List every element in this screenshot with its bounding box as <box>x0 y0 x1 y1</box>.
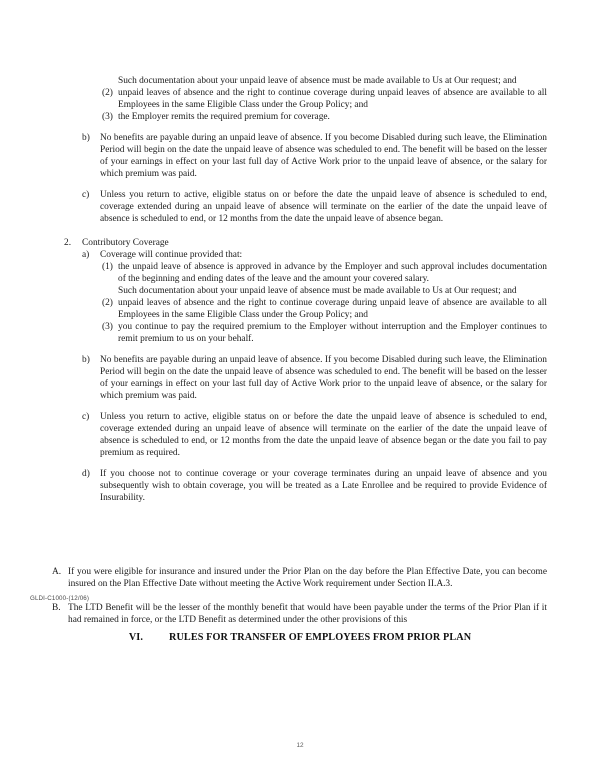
paragraph-text: Unless you return to active, eligible status on or before the date the unpaid leave of absence is scheduled to end, coverage extended during an unpaid leave of absence will terminate on the earlier of the date the unpaid leave of absence is scheduled to end, or 12 months from the date the unpaid leave of absence began or the date you fail to pay premium as required. <box>100 411 547 458</box>
paragraph-text: unpaid leaves of absence and the right to continue coverage during unpaid leave of absence are available to all Employees in the same Eligible Class under the Group Policy; and <box>118 298 547 321</box>
section-title: RULES FOR TRANSFER OF EMPLOYEES FROM PRIOR PLAN <box>169 632 472 643</box>
paragraph-text: unpaid leaves of absence and the right to continue coverage during unpaid leaves of absence are available to all Employees in the same Eligible Class under the Group Policy; and <box>118 87 547 110</box>
list-item-contributory-a-1-continuation <box>0 286 600 298</box>
paragraph-text: Such documentation about your unpaid leave of absence must be made available to Us at Our request; and <box>118 76 517 86</box>
list-item-contributory-b <box>0 355 600 403</box>
list-item-contributory-d <box>0 469 600 505</box>
list-marker: (3) <box>102 111 113 122</box>
list-marker: b) <box>82 132 90 143</box>
list-marker: c) <box>82 411 90 422</box>
section-number: VI. <box>128 632 144 643</box>
spacer <box>0 181 600 190</box>
list-marker: c) <box>82 189 90 200</box>
spacer <box>0 590 600 603</box>
list-marker: 2. <box>64 238 72 249</box>
spacer <box>0 124 600 133</box>
paragraph-text: The LTD Benefit will be the lesser of the monthly benefit that would have been payable under the terms of the Prior Plan if it had remained in force, or the LTD Benefit as determined under the other provisions of this <box>68 603 547 626</box>
paragraph-text: If you choose not to continue coverage or your coverage terminates during an unpaid leave of absence and you subsequently wish to obtain coverage, you will be treated as a Late Enrollee and be required to provide Evidence of Insurability. <box>100 468 547 503</box>
paragraph-carryover <box>0 76 600 88</box>
paragraph-text: Unless you return to active, eligible status on or before the date the unpaid leave of absence is scheduled to end, coverage extended during an unpaid leave of absence will terminate on the earlier of the date the unpaid leave of absence is scheduled to end, or 12 months from the date the unpaid leave of absence began. <box>100 189 547 224</box>
spacer <box>0 225 600 238</box>
list-item-noncontributory-b <box>0 133 600 181</box>
page-number: 12 <box>296 742 304 749</box>
list-item-transfer-a <box>0 567 600 591</box>
paragraph-text: No benefits are payable during an unpaid leave of absence. If you become Disabled during such leave, the Elimination Period will begin on the date the unpaid leave of absence was scheduled to end. The benefit will be based on the lesser of your earnings in effect on your last full day of Active Work prior to the unpaid leave of absence, or the salary for which premium was paid. <box>100 355 547 401</box>
paragraph-text: Coverage will continue provided that: <box>100 250 243 261</box>
spacer <box>0 505 600 541</box>
spacer <box>0 346 600 355</box>
list-item-noncontributory-c <box>0 190 600 226</box>
paragraph-text: No benefits are payable during an unpaid leave of absence. If you become Disabled during such leave, the Elimination Period will begin on the date the unpaid leave of absence was scheduled to end. The benefit will be based on the lesser of your earnings in effect on your last full day of Active Work prior to the unpaid leave of absence, or the salary for which premium was paid. <box>100 132 547 179</box>
list-marker: (2) <box>102 298 113 309</box>
list-marker: (2) <box>102 87 113 98</box>
paragraph-text: Such documentation about your unpaid leave of absence must be made available to Us at Our request; and <box>118 286 517 297</box>
spacer <box>0 541 600 554</box>
list-item-contributory-a-3 <box>0 322 600 346</box>
subsection-title: Contributory Coverage <box>82 238 169 249</box>
document-body <box>0 76 600 627</box>
list-marker: (3) <box>102 322 113 333</box>
list-item-contributory-c <box>0 412 600 460</box>
list-marker: d) <box>82 468 90 479</box>
paragraph-text: the Employer remits the required premium for coverage. <box>118 111 330 122</box>
list-marker: (1) <box>102 262 113 273</box>
list-marker: B. <box>52 603 61 614</box>
list-marker: a) <box>82 250 90 261</box>
list-item-contributory-a <box>0 250 600 262</box>
list-item-contributory-a-1 <box>0 262 600 286</box>
spacer <box>0 403 600 412</box>
list-item-contributory-a-2 <box>0 298 600 322</box>
list-item-transfer-b <box>0 603 600 627</box>
spacer <box>0 460 600 469</box>
list-marker: A. <box>52 566 62 577</box>
list-marker: b) <box>82 355 90 366</box>
list-item-noncontributory-2 <box>0 88 600 112</box>
paragraph-text: If you were eligible for insurance and insured under the Prior Plan on the day before the Plan Effective Date, you can become insured on the Plan Effective Date without meeting the Active Work requirement under Section II.A.3. <box>68 566 547 589</box>
list-item-noncontributory-3 <box>0 112 600 124</box>
list-item-contributory-heading <box>0 238 600 250</box>
paragraph-text: you continue to pay the required premium to the Employer without interruption and the Employer continues to remit premium to us on your behalf. <box>118 322 547 345</box>
form-code: GLDI-C1000-(12/06) <box>30 595 90 602</box>
page-title <box>0 632 600 643</box>
spacer <box>0 554 600 567</box>
paragraph-text: the unpaid leave of absence is approved in advance by the Employer and such approval includes documentation of the beginning and ending dates of the leave and the amount your covered salary. <box>118 262 547 285</box>
